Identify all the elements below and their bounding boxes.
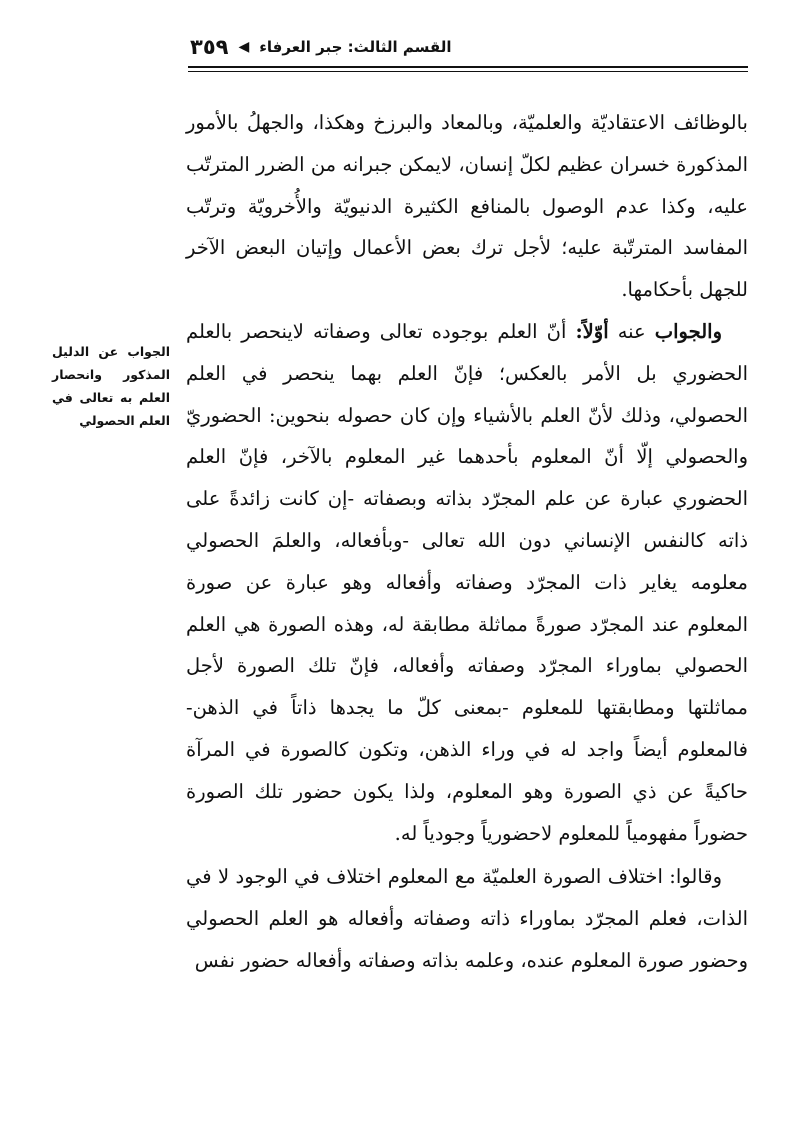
- margin-note: الجواب عن الدليل المذكور وانحصار العلم به تعالى في العلم الحصولي: [52, 344, 170, 428]
- first-point-label: أوّلاً:: [575, 319, 609, 343]
- left-arrow-icon: ◀: [238, 39, 250, 55]
- paragraph-2: [186, 311, 748, 854]
- paragraph-1: بالوظائف الاعتقاديّة والعلميّة، وبالمعاد والبرزخ وهكذا، والجهلُ بالأمور المذكورة خسران عظيم لكلّ إنسان، لايمكن جبرانه من الضرر المترتّب عليه، وكذا عدم الوصول بالمنافع الكثيرة الدنيويّة والأُخرويّة وترتّب المفاسد المترتّبة عليه؛ لأجل ترك بعض الأعمال وإتيان البعض الآخر للجهل بأحكامها.: [186, 111, 748, 302]
- answer-body: أنّ العلم بوجوده تعالى وصفاته لاينحصر بالعلم الحضوري بل الأمر بالعكس؛ فإنّ العلم بهما ينحصر في العلم الحصولي، وذلك لأنّ العلم بالأشياء وإن كان حصوله بنحوين: الحضوريّ والحصولي إلّا أنّ المعلوم بأحدهما غير المعلوم بالآخر، فإنّ العلم الحضوري عبارة عن علم المجرّد بذاته وبصفاته -إن كانت زائدةً على ذاته كالنفس الإنساني دون الله تعالى -وبأفعاله، والعلمَ الحصولي معلومه يغاير ذات المجرّد وصفاته وأفعاله وهو عبارة عن صورة المعلوم عند المجرّد صورةً مماثلة مطابقة له، وهذه الصورة هي العلم الحصولي بماوراء المجرّد وصفاته وأفعاله، فإنّ تلك الصورة لأجل مماثلتها ومطابقتها للمعلوم -بمعنى كلّ ما يجدها ذاتاً في الذهن- فالمعلوم أيضاً واجد له في وراء الذهن، وتكون كالصورة في المرآة حاكيةً عن ذي الصورة وهو المعلوم، ولذا يكون حضور تلك الصورة حضوراً مفهومياً للمعلوم لاحضورياً وجودياً له.: [186, 319, 748, 845]
- header-rule-thin: [188, 71, 748, 72]
- page-number: ٣٥٩: [190, 35, 229, 59]
- answer-heading: والجواب: [654, 319, 722, 343]
- section-title: القسم الثالث: جبر العرفاء: [259, 38, 452, 56]
- paragraph-3: وقالوا: اختلاف الصورة العلميّة مع المعلوم اختلاف في الوجود لا في الذات، فعلم المجرّد بماوراء ذاته وصفاته وأفعاله هو العلم الحصولي وحضور صورة المعلوم عنده، وعلمه بذاته وصفاته وأفعاله حضور نفس: [186, 865, 748, 972]
- header-rule-thick: [188, 66, 748, 68]
- answer-mid: عنه: [617, 319, 646, 343]
- main-text: [186, 102, 748, 982]
- running-header: [190, 30, 745, 64]
